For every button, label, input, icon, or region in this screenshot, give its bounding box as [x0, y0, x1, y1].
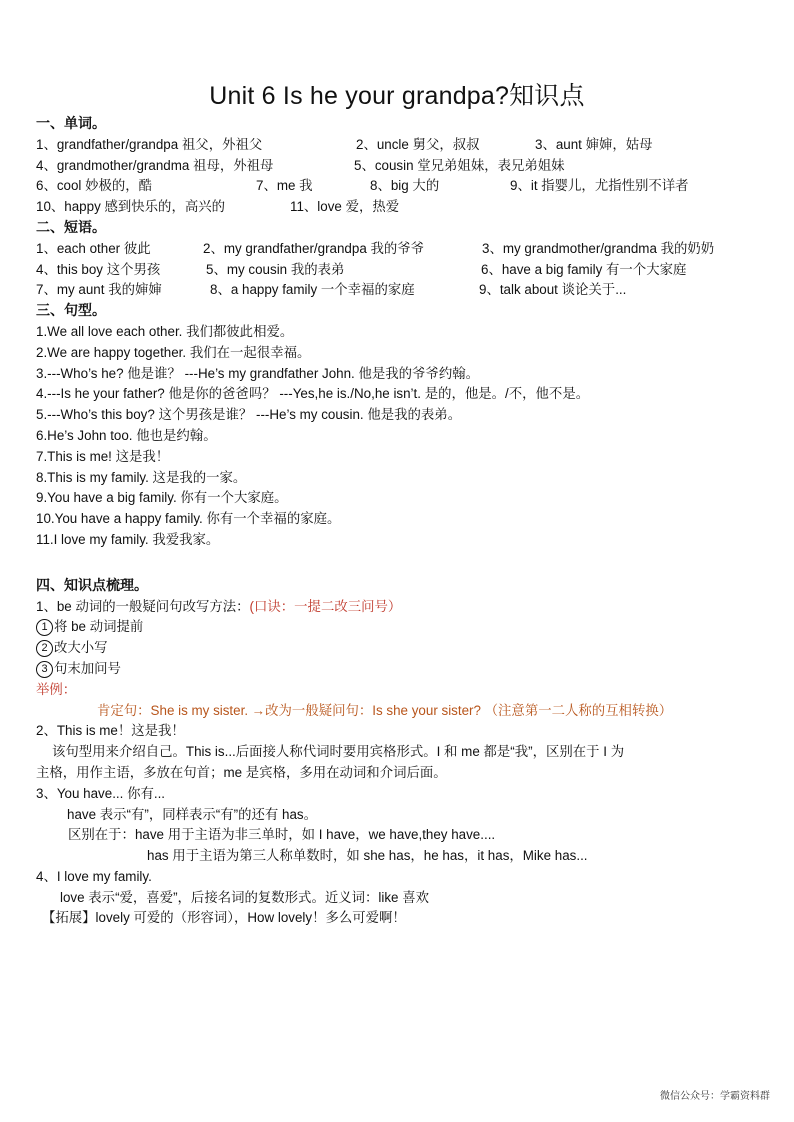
section-heading-knowledge: 四、知识点梳理。: [36, 577, 148, 594]
phrase-item: 8、a happy family 一个幸福的家庭: [210, 282, 415, 298]
word-row: [36, 156, 766, 177]
step-item: [36, 638, 766, 659]
word-item: 2、uncle 舅父，叔叔: [356, 136, 480, 152]
phrase-item: 1、each other 彼此: [36, 240, 151, 256]
phrase-row: [36, 260, 766, 281]
document-body: [36, 114, 766, 929]
word-item: 11、love 爱，热爱: [290, 199, 400, 215]
word-row: [36, 135, 766, 156]
knowledge-text: has 用于主语为第三人称单数时，如 she has，he has，it has，Mike has...: [147, 848, 588, 864]
circled-number: 1: [36, 619, 53, 636]
section-heading-phrases: 二、短语。: [36, 219, 106, 236]
sentence-line: 3.---Who’s he? 他是谁？ ---He’s my grandfather John. 他是我的爷爷约翰。: [36, 365, 479, 381]
step-text: 将 be 动词提前: [54, 619, 144, 635]
circled-number: 3: [36, 661, 53, 678]
knowledge-point-3-title: 3、You have... 你有...: [36, 785, 166, 801]
phrase-item: 2、my grandfather/grandpa 我的爷爷: [203, 240, 425, 256]
knowledge-point-1-label: 1、be 动词的一般疑问句改写方法：: [36, 598, 250, 614]
section-heading-sentences: 三、句型。: [36, 303, 106, 320]
word-row: [36, 176, 766, 197]
phrase-item: 4、this boy 这个男孩: [36, 261, 161, 277]
phrase-item: 7、my aunt 我的婶婶: [36, 282, 162, 298]
word-item: 5、cousin 堂兄弟姐妹，表兄弟姐妹: [354, 157, 565, 173]
sentence-line: 4.---Is he your father? 他是你的爸爸吗？ ---Yes,he is./No,he isn’t. 是的，他是。/不，他不是。: [36, 386, 590, 402]
word-item: 10、happy 感到快乐的，高兴的: [36, 199, 226, 215]
step-text: 句末加问号: [54, 660, 121, 676]
step-item: [36, 659, 766, 680]
word-item: 3、aunt 婶婶，姑母: [535, 136, 653, 152]
sentence-line: 5.---Who’s this boy? 这个男孩是谁？ ---He’s my cousin. 他是我的表弟。: [36, 407, 462, 423]
footer-watermark: 微信公众号：学霸资料群: [660, 1091, 770, 1102]
word-item: 4、grandmother/grandma 祖母，外祖母: [36, 157, 274, 173]
sentence-line: 2.We are happy together. 我们在一起很幸福。: [36, 344, 311, 360]
knowledge-text: have 表示“有”，同样表示“有”的还有 has。: [67, 806, 317, 822]
phrase-row: [36, 239, 766, 260]
knowledge-point-2-title: 2、This is me！这是我！: [36, 723, 185, 739]
knowledge-text: 该句型用来介绍自己。This is...后面接人称代词时要用宾格形式。I 和 me 都是“我”，区别在于 I 为: [52, 744, 625, 760]
mnemonic-tip: (口诀：一提二改三问号）: [249, 598, 402, 614]
sentence-line: 10.You have a happy family. 你有一个幸福的家庭。: [36, 511, 341, 527]
example-sentence: 肯定句：She is my sister. →改为一般疑问句：Is she your sister? （注意第一二人称的互相转换）: [97, 702, 673, 718]
sentence-line: 6.He’s John too. 他也是约翰。: [36, 427, 217, 443]
step-text: 改大小写: [54, 640, 108, 656]
sentence-line: 9.You have a big family. 你有一个大家庭。: [36, 490, 288, 506]
word-item: 6、cool 妙极的，酷: [36, 178, 153, 194]
sentence-line: 8.This is my family. 这是我的一家。: [36, 469, 247, 485]
knowledge-point-1-title: [36, 597, 766, 618]
phrase-item: 9、talk about 谈论关于...: [479, 282, 627, 298]
knowledge-point-4-title: 4、I love my family.: [36, 868, 152, 884]
knowledge-text: love 表示“爱，喜爱”，后接名词的复数形式。近义词：like 喜欢: [60, 889, 429, 905]
phrase-item: 6、have a big family 有一个大家庭: [481, 261, 687, 277]
phrase-item: 3、my grandmother/grandma 我的奶奶: [482, 240, 715, 256]
phrase-item: 5、my cousin 我的表弟: [206, 261, 345, 277]
page-title: Unit 6 Is he your grandpa?知识点: [209, 82, 585, 110]
circled-number: 2: [36, 640, 53, 657]
word-item: 7、me 我: [256, 178, 313, 194]
word-item: 9、it 指婴儿，尤指性别不详者: [510, 178, 689, 194]
word-row: [36, 197, 766, 218]
sentence-line: 11.I love my family. 我爱我家。: [36, 531, 220, 547]
sentence-line: 1.We all love each other. 我们都彼此相爱。: [36, 323, 294, 339]
knowledge-text: 区别在于：have 用于主语为非三单时，如 I have，we have,they have....: [68, 827, 496, 843]
word-item: 1、grandfather/grandpa 祖父，外祖父: [36, 136, 263, 152]
phrase-row: [36, 280, 766, 301]
extension-note: 【拓展】lovely 可爱的（形容词），How lovely！多么可爱啊！: [42, 910, 406, 926]
example-label: 举例：: [36, 681, 77, 697]
word-item: 8、big 大的: [370, 178, 440, 194]
sentence-line: 7.This is me! 这是我！: [36, 448, 170, 464]
step-item: [36, 617, 766, 638]
knowledge-text: 主格，用作主语，多放在句首；me 是宾格，多用在动词和介词后面。: [36, 764, 447, 780]
section-heading-words: 一、单词。: [36, 116, 106, 132]
